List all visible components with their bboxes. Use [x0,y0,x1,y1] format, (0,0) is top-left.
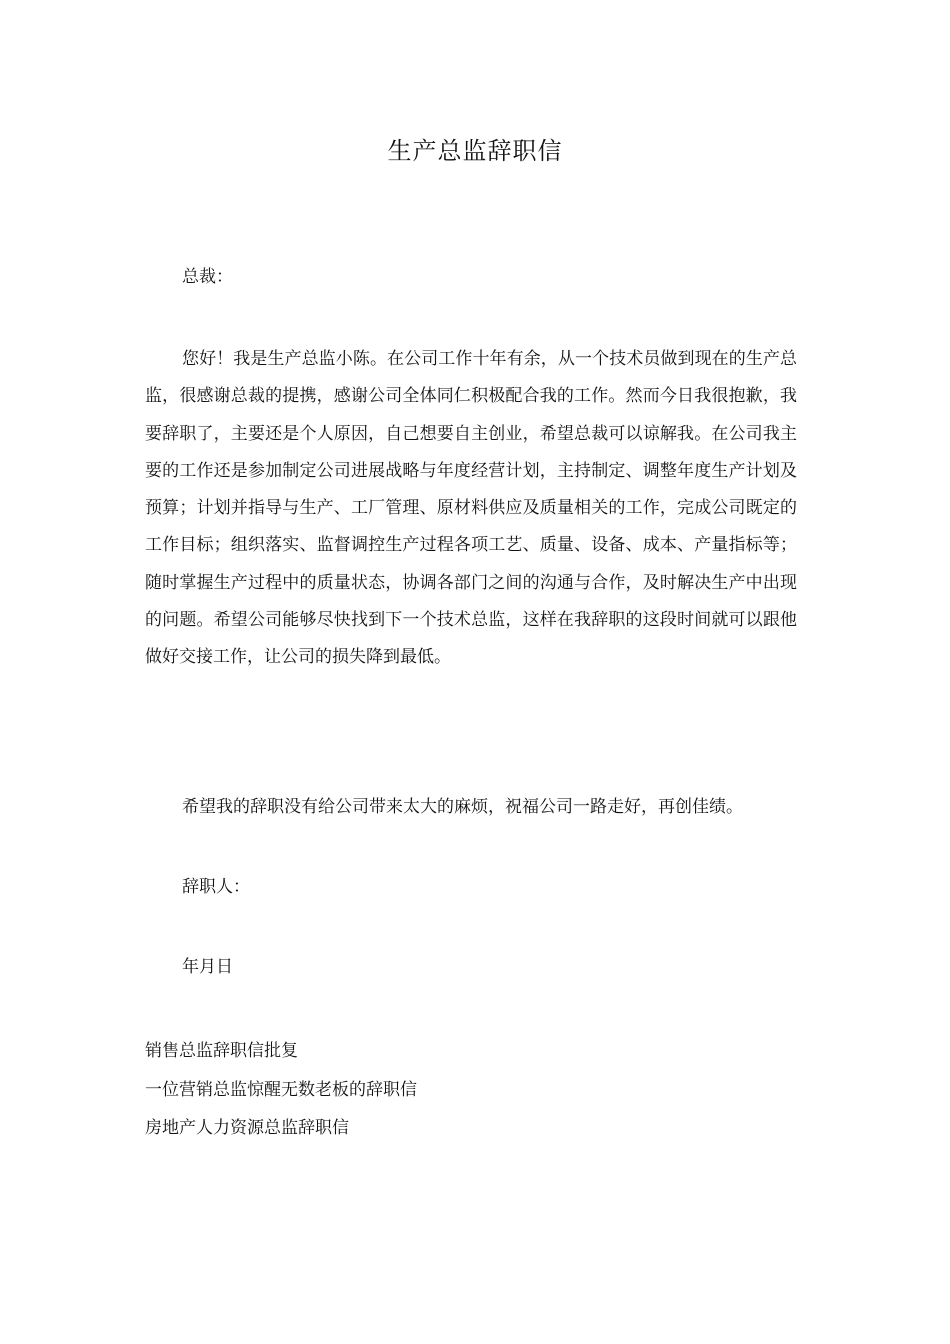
closing-paragraph: 希望我的辞职没有给公司带来太大的麻烦，祝福公司一路走好，再创佳绩。 [182,797,743,817]
letter-body-paragraph: 您好！我是生产总监小陈。在公司工作十年有余，从一个技术员做到现在的生产总监，很感谢总裁的提携，感谢公司全体同仁积极配合我的工作。然而今日我很抱歉，我要辞职了，主要还是个人原因，自己想要自主创业，希望总裁可以谅解我。在公司我主要的工作还是参加制定公司进展战略与年度经营计划，主持制定、调整年度生产计划及预算；计划并指导与生产、工厂管理、原材料供应及质量相关的工作，完成公司既定的工作目标；组织落实、监督调控生产过程各项工艺、质量、设备、成本、产量指标等；随时掌握生产过程中的质量状态，协调各部门之间的沟通与合作，及时解决生产中出现的问题。希望公司能够尽快找到下一个技术总监，这样在我辞职的这段时间就可以跟他做好交接工作，让公司的损失降到最低。 [145,349,797,668]
document-title: 生产总监辞职信 [387,137,563,165]
salutation: 总裁： [182,267,233,287]
signer-label: 辞职人： [182,877,250,897]
related-link-marketing-director-letter[interactable]: 一位营销总监惊醒无数老板的辞职信 [145,1079,417,1100]
related-links-list [145,1032,417,1148]
related-link-hr-director-letter[interactable]: 房地产人力资源总监辞职信 [145,1118,349,1138]
related-link-sales-director-reply[interactable]: 销售总监辞职信批复 [145,1041,298,1061]
date-label: 年月日 [182,957,233,977]
